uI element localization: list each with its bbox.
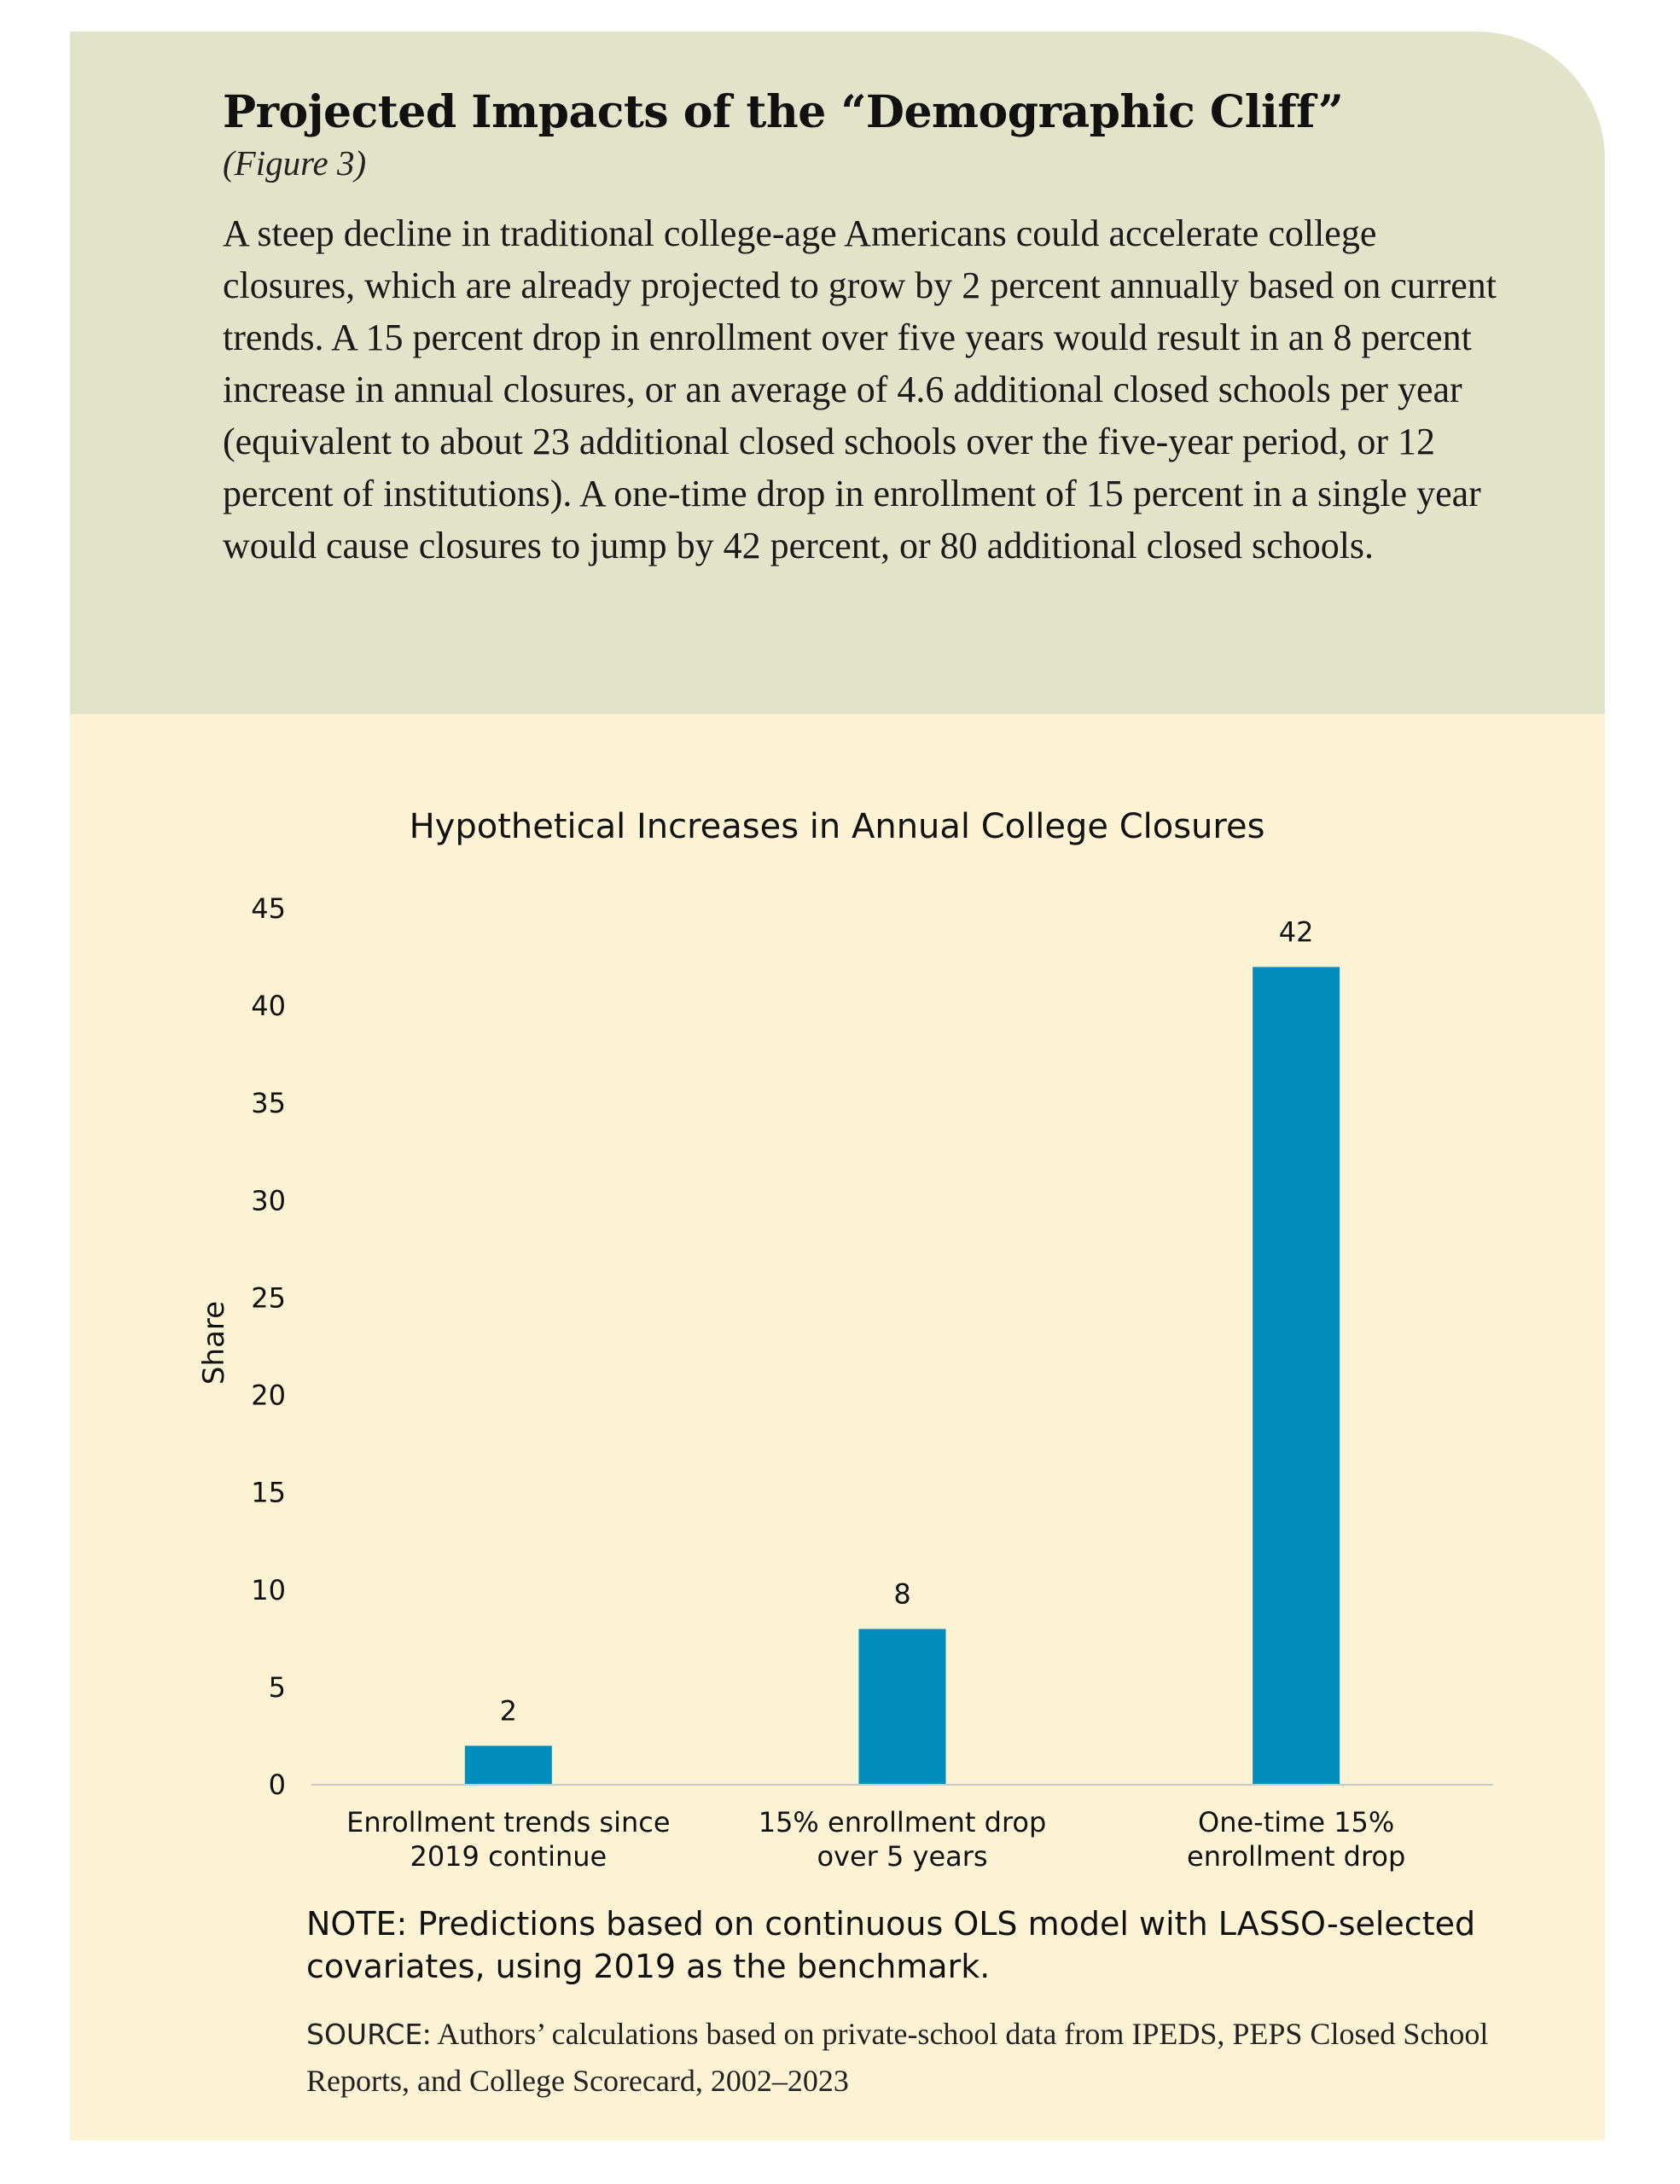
bar-chart [70,714,1605,1900]
bar-value-label: 2 [499,1694,518,1728]
y-tick-label: 30 [251,1184,286,1217]
y-tick-label: 35 [251,1087,286,1120]
figure-card [70,32,1605,2140]
x-axis-categories [346,1806,1405,1873]
y-tick-label: 10 [251,1573,286,1606]
y-tick-label: 45 [251,892,286,925]
figure-number: (Figure 3) [223,143,367,183]
source-text: : Authors’ calculations based on private-school data from IPEDS, PEPS Closed School Reports, and College Scorecard, 2002–2023 [306,2017,1489,2098]
y-tick-label: 20 [251,1379,286,1412]
x-category-label: Enrollment trends since [346,1806,671,1838]
data-labels [500,915,1314,1727]
bar [465,1745,552,1785]
figure-header [70,32,1605,714]
y-tick-label: 0 [268,1769,286,1801]
chart-panel [70,714,1605,2140]
y-axis-label: Share [197,1300,231,1385]
y-tick-label: 5 [268,1670,286,1704]
x-category-label: 2019 continue [410,1840,607,1873]
y-tick-label: 25 [251,1281,286,1315]
x-category-label: enrollment drop [1187,1840,1406,1873]
figure-description: A steep decline in traditional college-age Americans could accelerate college closures, which are already projected to grow by 2 percent annually based on current trends. A 15 percent drop in enrollment over five years would result in an 8 percent increase in annual closures, or an average of 4.6 additional closed schools per year (equivalent to about 23 additional closed schools over the five-year period, or 12 percent of institutions). A one-time drop in enrollment of 15 percent in a single year would cause closures to jump by 42 percent, or 80 additional closed schools. [223,212,1497,567]
chart-title: Hypothetical Increases in Annual College Closures [409,807,1265,846]
chart-source [306,2011,1501,2104]
bar-value-label: 8 [893,1577,911,1611]
source-prefix: SOURCE [306,2018,423,2051]
bar [859,1629,946,1785]
bars [465,967,1340,1785]
figure-title: Projected Impacts of the “Demographic Cliff” [223,86,1344,138]
x-category-label: One-time 15% [1198,1806,1395,1838]
bar [1253,967,1340,1785]
x-category-label: 15% enrollment drop [758,1806,1047,1838]
y-tick-label: 40 [251,990,286,1023]
y-tick-label: 15 [251,1476,286,1509]
bar-value-label: 42 [1278,915,1314,949]
x-category-label: over 5 years [817,1840,988,1873]
chart-note: NOTE: Predictions based on continuous OLS model with LASSO-selected covariates, using 2019 as the benchmark. [306,1905,1476,1985]
y-axis-ticks [251,892,286,1801]
